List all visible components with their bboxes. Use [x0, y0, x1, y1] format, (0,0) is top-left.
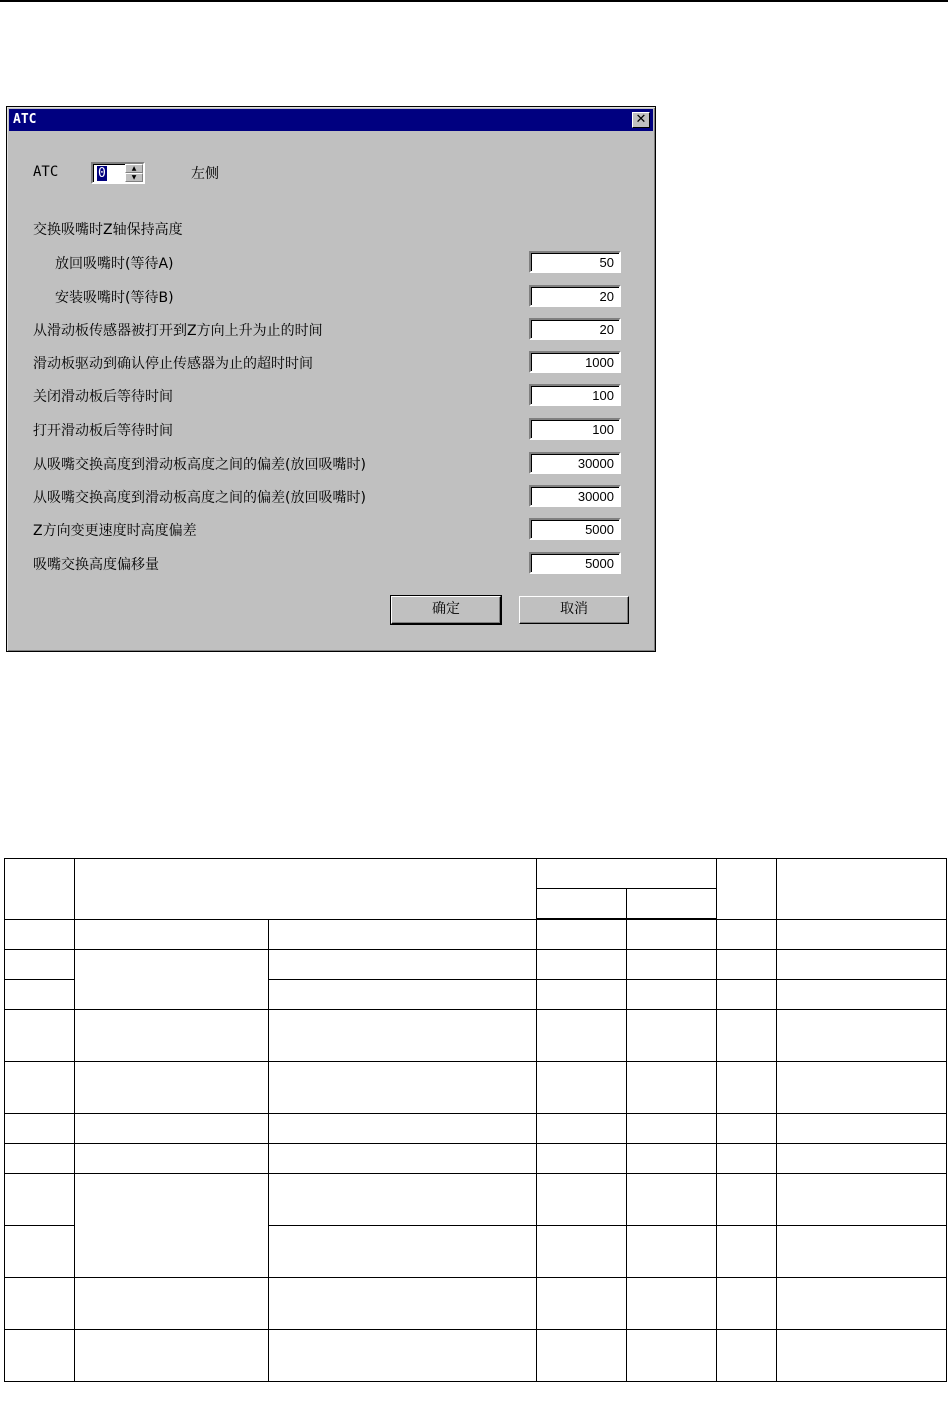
table-cell [537, 1330, 627, 1382]
table-cell [627, 919, 717, 950]
table-cell [269, 1226, 537, 1278]
ok-button[interactable]: 确定 [391, 596, 501, 624]
param-label: 吸嘴交换高度偏移量 [33, 557, 159, 573]
param-label: 关闭滑动板后等待时间 [33, 389, 173, 405]
table-cell [537, 1010, 627, 1062]
spin-up-icon[interactable]: ▲ [125, 164, 143, 173]
table-cell [269, 1010, 537, 1062]
table-row [5, 1174, 947, 1226]
table-cell [777, 950, 947, 980]
table-cell [717, 1010, 777, 1062]
table-cell [717, 1330, 777, 1382]
parameter-table [4, 858, 947, 1382]
table-cell [777, 919, 947, 950]
table-cell [777, 1174, 947, 1226]
table-row [5, 1114, 947, 1144]
table-cell [5, 950, 75, 980]
table-cell [627, 1062, 717, 1114]
table-cell [537, 1174, 627, 1226]
table-cell [269, 1144, 537, 1174]
atc-dialog [6, 106, 656, 652]
table-cell [75, 859, 537, 920]
param-label: 打开滑动板后等待时间 [33, 423, 173, 439]
table-cell [717, 1144, 777, 1174]
param-field[interactable]: 5000 [529, 518, 621, 540]
table-cell [777, 1114, 947, 1144]
table-cell [5, 1144, 75, 1174]
atc-spinner-value[interactable]: 0 [98, 166, 106, 181]
param-field[interactable]: 100 [529, 384, 621, 406]
table-cell [537, 1114, 627, 1144]
table-cell [717, 1174, 777, 1226]
table-cell [75, 1114, 269, 1144]
table-cell [537, 1278, 627, 1330]
table-cell [537, 1144, 627, 1174]
table-cell [717, 1062, 777, 1114]
dialog-title: ATC [13, 112, 37, 127]
table-cell [717, 950, 777, 980]
table-header-row [5, 859, 947, 889]
top-rule [0, 0, 948, 2]
table-cell [777, 859, 947, 920]
param-field[interactable]: 20 [529, 285, 621, 307]
table-cell [269, 1174, 537, 1226]
table-cell [537, 919, 627, 950]
table-cell [777, 1226, 947, 1278]
table-cell [777, 980, 947, 1010]
table-cell [269, 1278, 537, 1330]
table-cell [717, 1226, 777, 1278]
table-cell [5, 1174, 75, 1226]
param-label: 滑动板驱动到确认停止传感器为止的超时时间 [33, 356, 313, 372]
table-cell [75, 1174, 269, 1278]
table-row [5, 1144, 947, 1174]
table-cell [717, 859, 777, 920]
table-row [5, 1278, 947, 1330]
table-cell [627, 1114, 717, 1144]
table-cell [5, 1226, 75, 1278]
table-cell [537, 859, 717, 889]
table-cell [777, 1330, 947, 1382]
table-cell [75, 1010, 269, 1062]
table-cell [717, 980, 777, 1010]
table-cell [269, 980, 537, 1010]
table-cell [627, 950, 717, 980]
close-button[interactable] [632, 112, 650, 128]
param-label: 放回吸嘴时(等待A) [55, 256, 174, 272]
table-cell [75, 1278, 269, 1330]
table-cell [627, 1174, 717, 1226]
table-row [5, 950, 947, 980]
table-cell [269, 950, 537, 980]
table-cell [627, 1278, 717, 1330]
param-label: 从吸嘴交换高度到滑动板高度之间的偏差(放回吸嘴时) [33, 457, 366, 473]
spin-down-icon[interactable]: ▼ [125, 173, 143, 182]
table-cell [5, 1114, 75, 1144]
param-field[interactable]: 5000 [529, 552, 621, 574]
table-cell [269, 1062, 537, 1114]
atc-label: ATC [33, 164, 59, 180]
table-cell [75, 919, 269, 950]
param-field[interactable]: 30000 [529, 485, 621, 507]
table-row [5, 1062, 947, 1114]
table-cell [269, 919, 537, 950]
close-icon: ✕ [635, 112, 647, 127]
table-cell [717, 1278, 777, 1330]
table-row [5, 1330, 947, 1382]
table-cell [5, 980, 75, 1010]
table-cell [75, 1062, 269, 1114]
param-label: 从滑动板传感器被打开到Z方向上升为止的时间 [33, 323, 323, 339]
table-cell [537, 889, 627, 920]
table-cell [269, 1114, 537, 1144]
table-cell [75, 1330, 269, 1382]
atc-side-label: 左侧 [191, 166, 219, 182]
table-cell [5, 1010, 75, 1062]
table-cell [5, 919, 75, 950]
table-cell [75, 1144, 269, 1174]
table-cell [5, 1330, 75, 1382]
section-title: 交换吸嘴时Z轴保持高度 [33, 222, 183, 238]
table-cell [777, 1278, 947, 1330]
table-cell [5, 859, 75, 920]
table-cell [777, 1144, 947, 1174]
param-label: Z方向变更速度时高度偏差 [33, 523, 197, 539]
table-cell [717, 919, 777, 950]
param-field[interactable]: 1000 [529, 351, 621, 373]
param-field[interactable]: 30000 [529, 452, 621, 474]
param-label: 安装吸嘴时(等待B) [55, 290, 174, 306]
param-field[interactable]: 100 [529, 418, 621, 440]
table-cell [627, 1226, 717, 1278]
table-cell [777, 1062, 947, 1114]
table-row [5, 1010, 947, 1062]
table-cell [627, 1144, 717, 1174]
table-cell [717, 1114, 777, 1144]
cancel-button[interactable]: 取消 [519, 596, 629, 624]
table-cell [537, 980, 627, 1010]
table-cell [627, 1330, 717, 1382]
atc-spinner[interactable] [91, 162, 145, 184]
table-row [5, 919, 947, 950]
table-cell [627, 1010, 717, 1062]
param-field[interactable]: 50 [529, 251, 621, 273]
title-bar[interactable] [9, 109, 653, 131]
param-field[interactable]: 20 [529, 318, 621, 340]
table-cell [537, 1062, 627, 1114]
table-cell [75, 950, 269, 1010]
table-cell [627, 889, 717, 920]
param-label: 从吸嘴交换高度到滑动板高度之间的偏差(放回吸嘴时) [33, 490, 366, 506]
table-cell [269, 1330, 537, 1382]
table-cell [627, 980, 717, 1010]
table-cell [537, 950, 627, 980]
table-cell [5, 1278, 75, 1330]
table-cell [777, 1010, 947, 1062]
table-cell [5, 1062, 75, 1114]
table-cell [537, 1226, 627, 1278]
